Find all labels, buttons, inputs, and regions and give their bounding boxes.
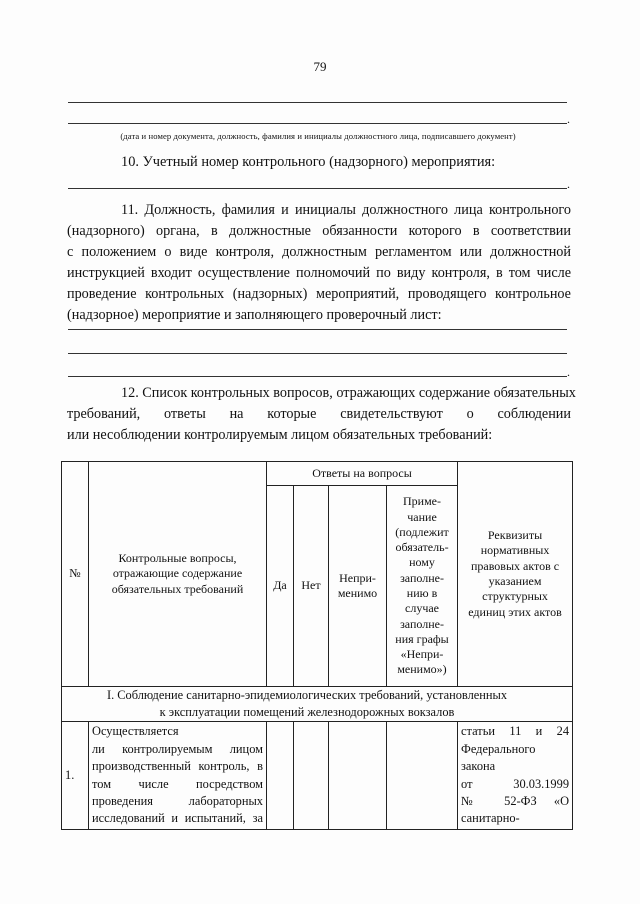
checklist-table xyxy=(61,461,573,830)
page-number: 79 xyxy=(313,59,327,74)
item-11-paragraph: 11. Должность, фамилия и инициалы должностного лица контрольного (надзорного) органа, в должностные обязанности которого в соответствии с положением о виде контроля, должностным регламентом или должностной инструкцией входит осуществление полномочий по виду контроля, в том числе проведение контрольных (надзорных) мероприятий, проводящего контрольное (надзорное) мероприятие и заполняющего проверочный лист: xyxy=(67,202,571,323)
header-note: Приме-чание (подлежит обязатель-ному заполне-нию в случае заполне-ния графы «Непри-менимо») xyxy=(387,486,458,687)
item-11-line-3 xyxy=(68,376,567,377)
item-11-line-2 xyxy=(68,353,567,354)
row-question: Осуществляется ли контролируемым лицом производственный контроль, в том числе посредством проведения лабораторных исследований и испытаний, за xyxy=(89,722,267,830)
row-num: 1. xyxy=(62,722,89,830)
row-note-cell xyxy=(387,722,458,830)
line-end-mark: . xyxy=(567,177,570,191)
item-12-paragraph: 12. Список контрольных вопросов, отражающих содержание обязательных требований, ответы на которые свидетельствуют о соблюдении или несоблюдении контролируемым лицом обязательных требований: xyxy=(67,385,576,443)
row-not-applicable-cell xyxy=(329,722,387,830)
header-no: Нет xyxy=(294,486,329,687)
row-requisites: статьи 11 и 24 Федерального закона от 30.03.1999 № 52-ФЗ «О санитарно- xyxy=(458,722,573,830)
item-11-line-1 xyxy=(68,329,567,330)
header-answers: Ответы на вопросы xyxy=(267,462,458,486)
header-requisites: Реквизиты нормативных правовых актов с указанием структурных единиц этих актов xyxy=(458,462,573,687)
signer-caption: (дата и номер документа, должность, фамилия и инициалы должностного лица, подписавшего документ) xyxy=(120,131,516,141)
section-title: I. Соблюдение санитарно-эпидемиологических требований, установленных к эксплуатации помещений железнодорожных вокзалов xyxy=(62,687,573,722)
item-10-label: 10. Учетный номер контрольного (надзорного) мероприятия: xyxy=(121,154,496,170)
line-end-mark: . xyxy=(567,365,570,379)
item-10-line xyxy=(68,188,567,189)
row-yes-cell xyxy=(267,722,294,830)
line-end-mark: . xyxy=(567,112,570,126)
table-row xyxy=(62,722,573,830)
header-num: № xyxy=(62,462,89,687)
header-not-applicable: Непри-менимо xyxy=(329,486,387,687)
header-questions: Контрольные вопросы, отражающие содержание обязательных требований xyxy=(89,462,267,687)
signer-line-2 xyxy=(68,123,567,124)
header-yes: Да xyxy=(267,486,294,687)
signer-line-1 xyxy=(68,102,567,103)
row-no-cell xyxy=(294,722,329,830)
